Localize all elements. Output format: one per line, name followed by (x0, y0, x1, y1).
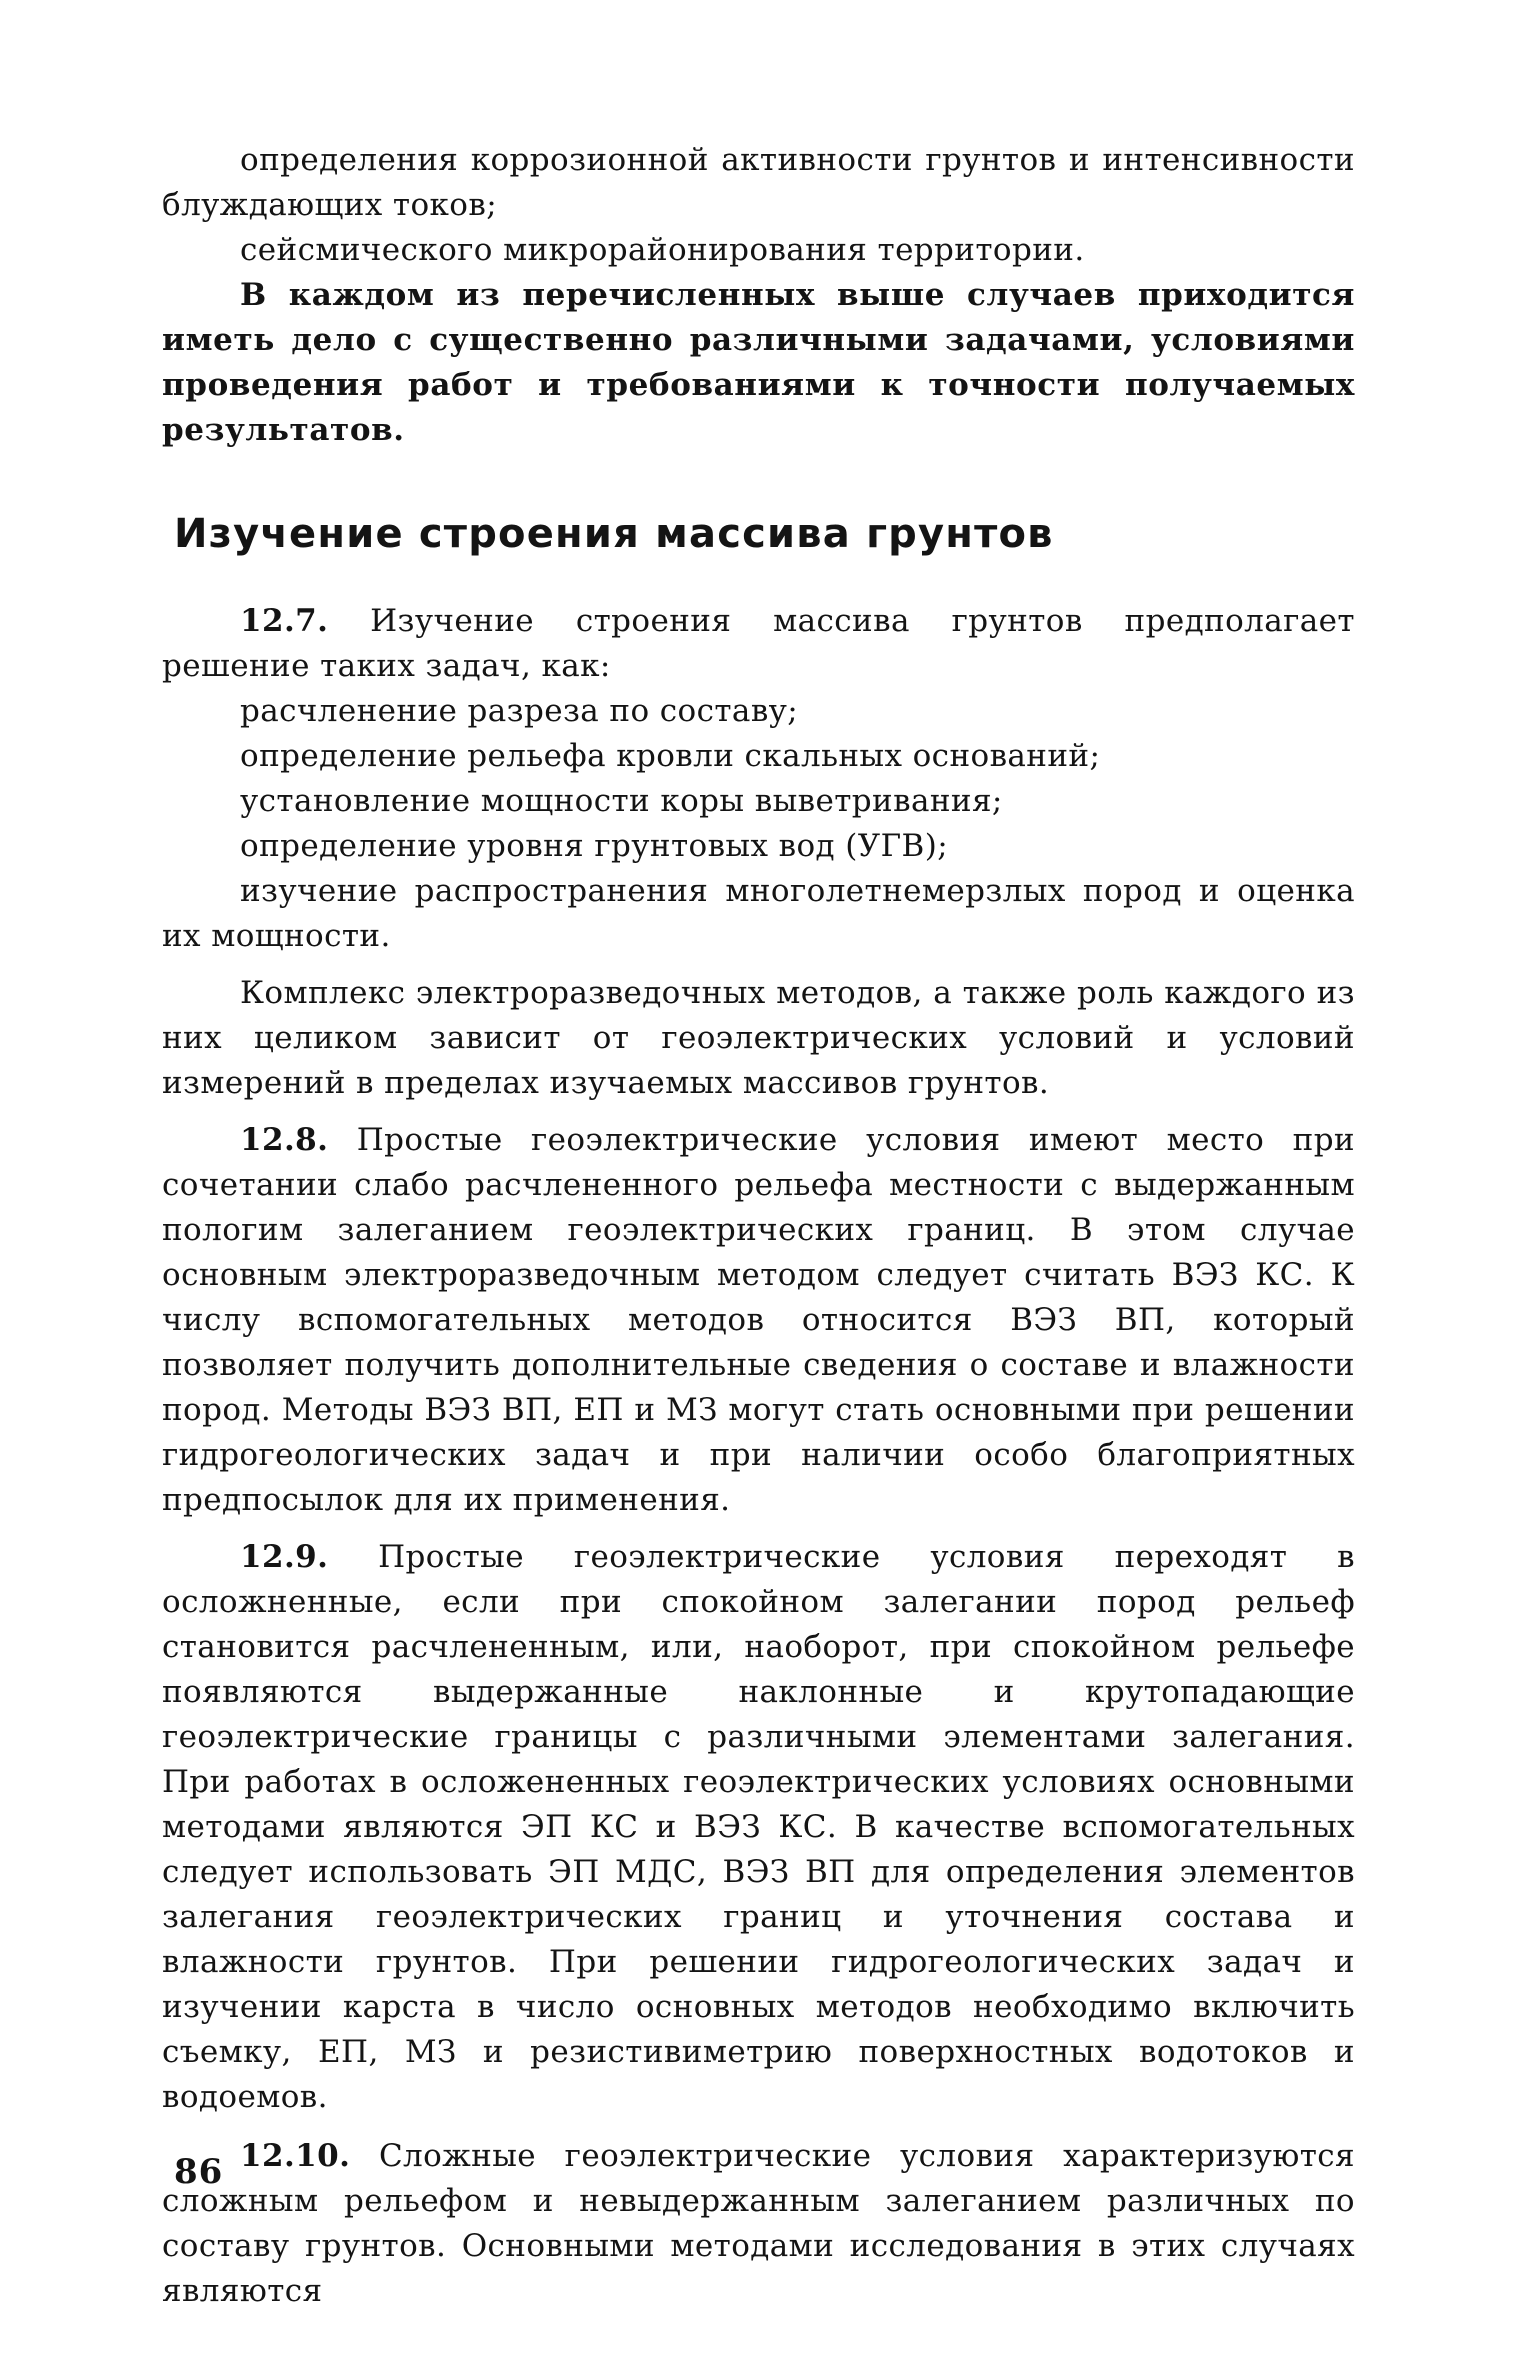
paragraph-number: 12.7. (240, 603, 329, 639)
list-item: сейсмического микрорайонирования территории. (240, 232, 1085, 268)
list-item: установление мощности коры выветривания; (240, 783, 1003, 819)
paragraph-number: 12.9. (240, 1539, 329, 1575)
section-heading: Изучение строения массива грунтов (174, 511, 1054, 557)
paragraph-12-9 (162, 1535, 1355, 2120)
paragraph-12-7 (162, 599, 1355, 689)
list-item: определение рельефа кровли скальных оснований; (240, 738, 1101, 774)
list-item: изучение распространения многолетнемерзлых пород и оценка их мощности. (162, 873, 1355, 954)
complex-paragraph: Комплекс электроразведочных методов, а также роль каждого из них целиком зависит от геоэлектрических условий и условий измерений в пределах изучаемых массивов грунтов. (162, 975, 1355, 1101)
list-item: определение уровня грунтовых вод (УГВ); (240, 828, 949, 864)
page-body (162, 138, 1355, 2314)
page-number: 86 (174, 2152, 224, 2192)
list-item: определения коррозионной активности грунтов и интенсивности блуждающих токов; (162, 142, 1355, 223)
paragraph-12-10 (162, 2134, 1355, 2314)
paragraph-text: Простые геоэлектрические условия имеют место при сочетании слабо расчлененного рельефа местности с выдержанным пологим залеганием геоэлектрических границ. В этом случае основным электроразведочным методом следует считать ВЭЗ КС. К числу вспомогательных методов относится ВЭЗ ВП, который позволяет получить дополнительные сведения о составе и влажности пород. Методы ВЭЗ ВП, ЕП и МЗ могут стать основными при решении гидрогеологических задач и при наличии особо благоприятных предпосылок для их применения. (162, 1122, 1355, 1518)
paragraph-text: Изучение строения массива грунтов предполагает решение таких задач, как: (162, 603, 1355, 684)
paragraph-12-8 (162, 1118, 1355, 1523)
bold-paragraph: В каждом из перечисленных выше случаев приходится иметь дело с существенно различными задачами, условиями проведения работ и требованиями к точности получаемых результатов. (162, 277, 1355, 448)
paragraph-number: 12.10. (240, 2138, 351, 2174)
paragraph-text: Простые геоэлектрические условия переходят в осложненные, если при спокойном залегании пород рельеф становится расчлененным, или, наоборот, при спокойном рельефе появляются выдержанные наклонные и крутопадающие геоэлектрические границы с различными элементами залегания. При работах в осложененных геоэлектрических условиях основными методами являются ЭП КС и ВЭЗ КС. В качестве вспомогательных следует использовать ЭП МДС, ВЭЗ ВП для определения элементов залегания геоэлектрических границ и уточнения состава и влажности грунтов. При решении гидрогеологических задач и изучении карста в число основных методов необходимо включить съемку, ЕП, МЗ и резистивиметрию поверхностных водотоков и водоемов. (162, 1539, 1355, 2115)
paragraph-text: Сложные геоэлектрические условия характеризуются сложным рельефом и невыдержанным залеганием различных по составу грунтов. Основными методами исследования в этих случаях являются (162, 2138, 1355, 2309)
list-item: расчленение разреза по составу; (240, 693, 799, 729)
paragraph-number: 12.8. (240, 1122, 329, 1158)
